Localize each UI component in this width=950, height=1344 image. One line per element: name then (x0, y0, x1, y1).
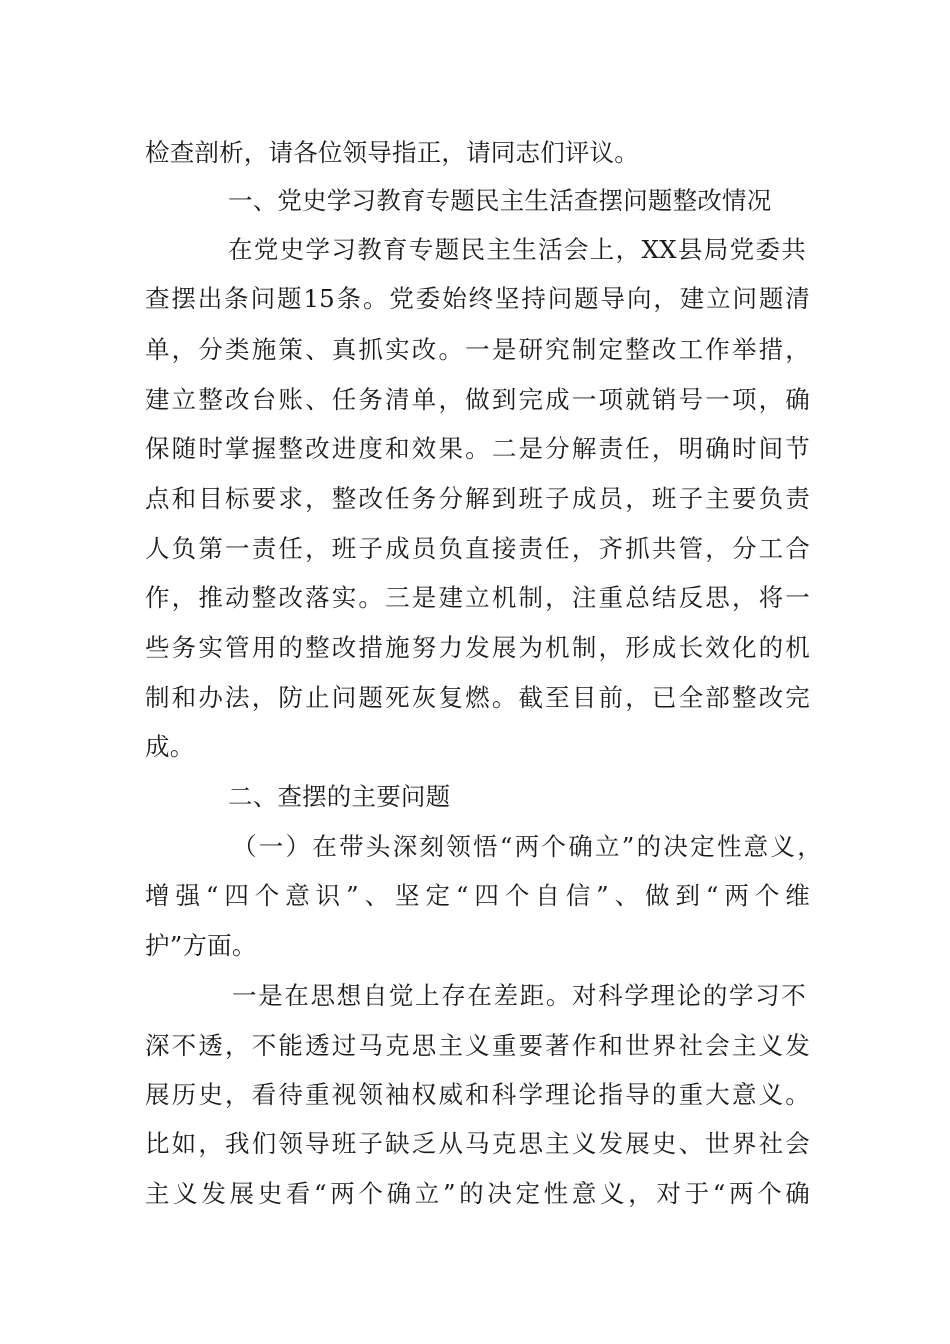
text-line: 查摆出条问题15条。党委始终坚持问题导向，建立问题清 (145, 284, 810, 313)
text-line: 保随时掌握整改进度和效果。二是分解责任，明确时间节 (145, 434, 810, 463)
text-line: 制和办法，防止问题死灰复燃。截至目前，已全部整改完 (145, 683, 810, 712)
text-line: 比如，我们领导班子缺乏从马克思主义发展史、世界社会 (145, 1129, 810, 1158)
section-heading: 一、党史学习教育专题民主生活查摆问题整改情况 (228, 186, 772, 215)
section-heading: 二、查摆的主要问题 (228, 782, 451, 811)
subsection-heading-first-line: （一）在带头深刻领悟“两个确立”的决定性意义， (232, 832, 822, 861)
text-line: 人负第一责任，班子成员负直接责任，齐抓共管，分工合 (145, 534, 810, 563)
text-line: 些务实管用的整改措施努力发展为机制，形成长效化的机 (145, 633, 810, 662)
subsection-heading-line: 护”方面。 (145, 931, 257, 960)
text-line: 单，分类施策、真抓实改。一是研究制定整改工作举措， (145, 335, 810, 364)
text-line: 成。 (145, 732, 195, 761)
text-line: 展历史，看待重视领袖权威和科学理论指导的重大意义。 (145, 1080, 810, 1109)
text-line: 检查剖析，请各位领导指正，请同志们评议。 (145, 138, 639, 167)
text-line: 作，推动整改落实。三是建立机制，注重总结反思，将一 (145, 583, 810, 612)
text-line: 点和目标要求，整改任务分解到班子成员，班子主要负责 (145, 484, 810, 513)
text-line: 主义发展史看“两个确立”的决定性意义，对于“两个确 (145, 1179, 810, 1208)
paragraph-first-line: 一是在思想自觉上存在差距。对科学理论的学习不 (232, 981, 806, 1010)
subsection-heading-line: 增强“四个意识”、坚定“四个自信”、做到“两个维 (145, 881, 810, 910)
paragraph-first-line: 在党史学习教育专题民主生活会上，XX县局党委共 (228, 235, 806, 264)
text-line: 深不透，不能透过马克思主义重要著作和世界社会主义发 (145, 1031, 810, 1060)
text-line: 建立整改台账、任务清单，做到完成一项就销号一项，确 (145, 385, 810, 414)
